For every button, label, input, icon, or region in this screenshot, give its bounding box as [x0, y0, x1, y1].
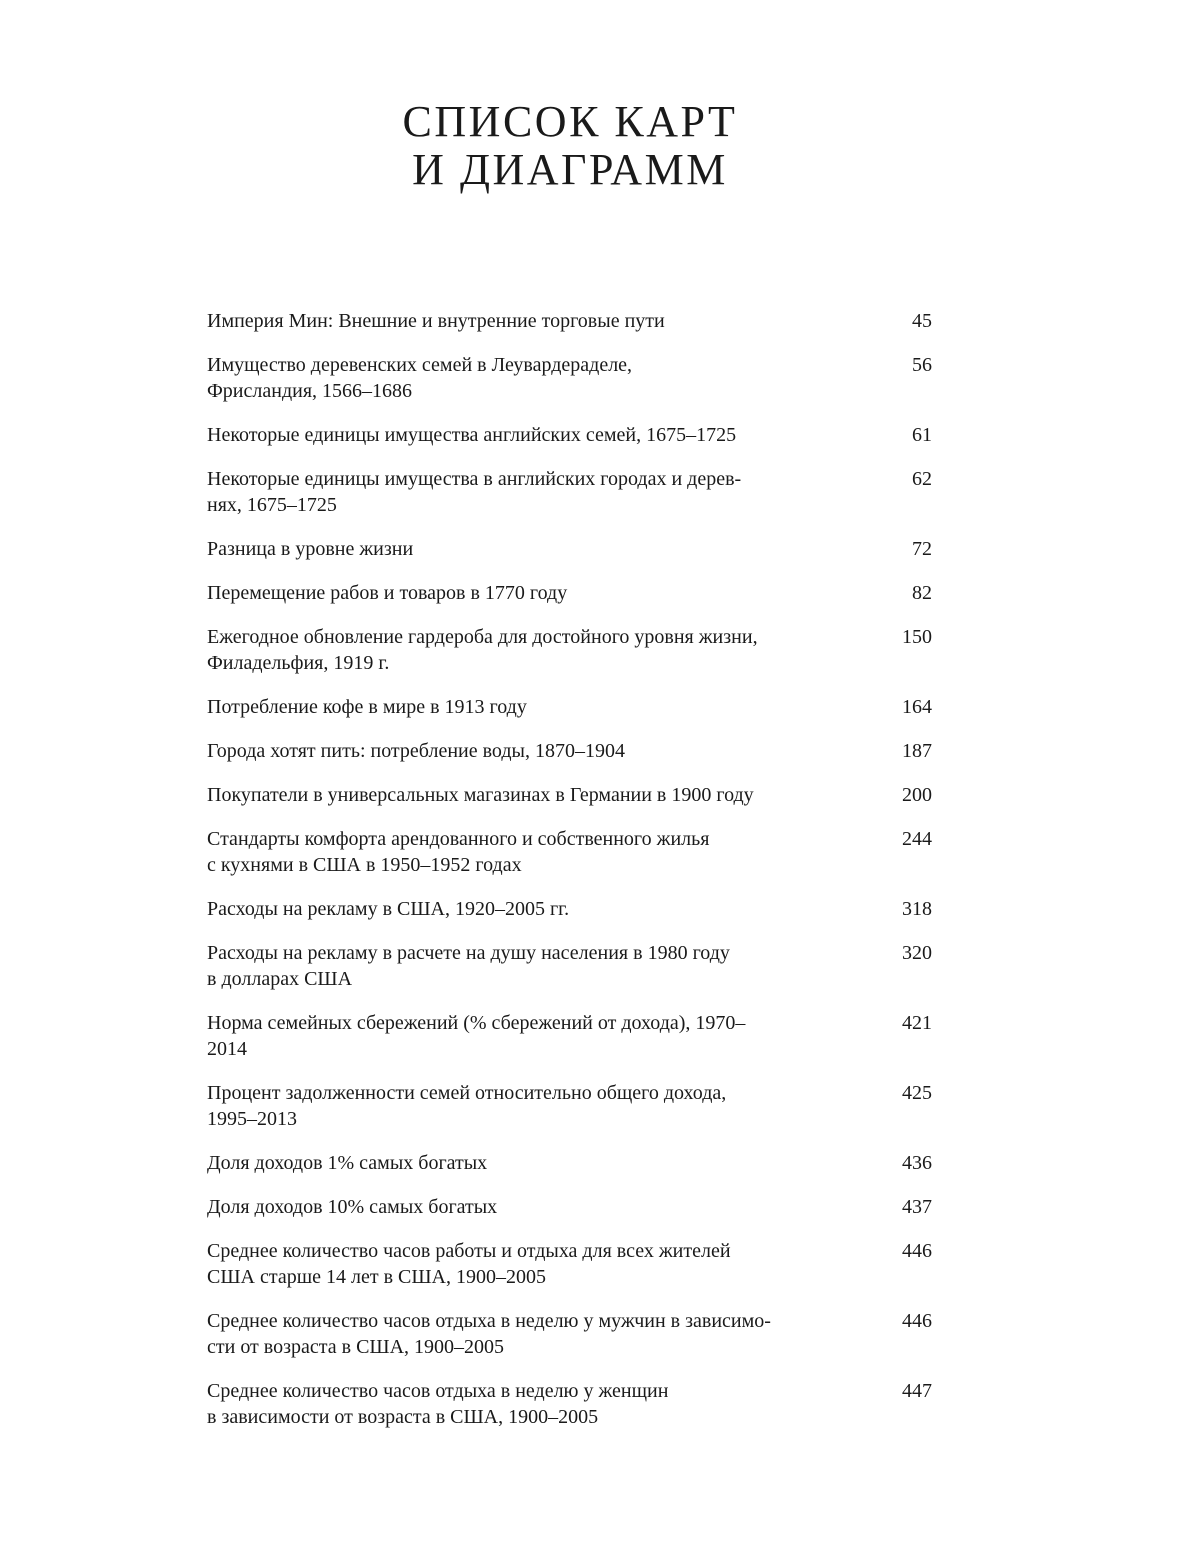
list-item	[207, 1238, 932, 1290]
entry-title: Имущество деревенских семей в Леувардераделе, Фрисландия, 1566–1686	[207, 354, 633, 402]
entry-page-number: 45	[912, 310, 932, 332]
list-item	[207, 826, 932, 878]
entry-page-number: 200	[902, 784, 932, 806]
entry-page-number: 56	[912, 354, 932, 376]
list-item	[207, 940, 932, 992]
entry-title: Норма семейных сбережений (% сбережений от дохода), 1970– 2014	[207, 1012, 746, 1060]
list-item	[207, 352, 932, 404]
list-item	[207, 422, 932, 448]
entry-title: Стандарты комфорта арендованного и собственного жилья с кухнями в США в 1950–1952 годах	[207, 828, 710, 876]
entry-title: Города хотят пить: потребление воды, 1870–1904	[207, 740, 625, 762]
entry-page-number: 62	[912, 468, 932, 490]
entry-title: Некоторые единицы имущества в английских городах и дерев- нях, 1675–1725	[207, 468, 742, 516]
entry-page-number: 72	[912, 538, 932, 560]
list-item	[207, 1010, 932, 1062]
entry-page-number: 421	[902, 1012, 932, 1034]
entry-page-number: 82	[912, 582, 932, 604]
entry-title: Перемещение рабов и товаров в 1770 году	[207, 582, 568, 604]
page-title-line-2: И ДИАГРАММ	[412, 145, 728, 194]
entry-page-number: 187	[902, 740, 932, 762]
entry-title: Среднее количество часов отдыха в неделю у мужчин в зависимо- сти от возраста в США, 1900–2005	[207, 1310, 771, 1358]
entry-page-number: 437	[902, 1196, 932, 1218]
entry-page-number: 164	[902, 696, 932, 718]
entry-title: Доля доходов 10% самых богатых	[207, 1196, 498, 1218]
list-item	[207, 1080, 932, 1132]
entry-page-number: 320	[902, 942, 932, 964]
list-item	[207, 466, 932, 518]
entry-title: Некоторые единицы имущества английских семей, 1675–1725	[207, 424, 737, 446]
list-item	[207, 308, 932, 334]
page-title-line-1: СПИСОК КАРТ	[402, 97, 738, 146]
entry-page-number: 425	[902, 1082, 932, 1104]
entry-title: Потребление кофе в мире в 1913 году	[207, 696, 527, 718]
entry-title: Среднее количество часов работы и отдыха для всех жителей США старше 14 лет в США, 1900–2005	[207, 1240, 731, 1288]
list-item	[207, 896, 932, 922]
entry-page-number: 447	[902, 1380, 932, 1402]
entry-title: Империя Мин: Внешние и внутренние торговые пути	[207, 310, 665, 332]
list-item	[207, 624, 932, 676]
list-item	[207, 738, 932, 764]
list-item	[207, 694, 932, 720]
entry-title: Расходы на рекламу в расчете на душу населения в 1980 году в долларах США	[207, 942, 730, 990]
list-item	[207, 1378, 932, 1430]
entry-title: Ежегодное обновление гардероба для достойного уровня жизни, Филадельфия, 1919 г.	[207, 626, 758, 674]
entry-title: Разница в уровне жизни	[207, 538, 414, 560]
entry-title: Покупатели в универсальных магазинах в Германии в 1900 году	[207, 784, 754, 806]
entry-page-number: 436	[902, 1152, 932, 1174]
entry-title: Среднее количество часов отдыха в неделю у женщин в зависимости от возраста в США, 1900–2005	[207, 1380, 669, 1428]
page-title	[0, 98, 1140, 194]
entry-page-number: 318	[902, 898, 932, 920]
entry-title: Процент задолженности семей относительно общего дохода, 1995–2013	[207, 1082, 727, 1130]
list-item	[207, 1194, 932, 1220]
list-item	[207, 536, 932, 562]
list-item	[207, 1308, 932, 1360]
entry-title: Расходы на рекламу в США, 1920–2005 гг.	[207, 898, 570, 920]
entry-page-number: 61	[912, 424, 932, 446]
maps-and-diagrams-list	[207, 308, 932, 1448]
list-item	[207, 1150, 932, 1176]
entry-page-number: 446	[902, 1240, 932, 1262]
entry-page-number: 244	[902, 828, 932, 850]
entry-page-number: 446	[902, 1310, 932, 1332]
list-item	[207, 580, 932, 606]
entry-page-number: 150	[902, 626, 932, 648]
entry-title: Доля доходов 1% самых богатых	[207, 1152, 488, 1174]
list-item	[207, 782, 932, 808]
